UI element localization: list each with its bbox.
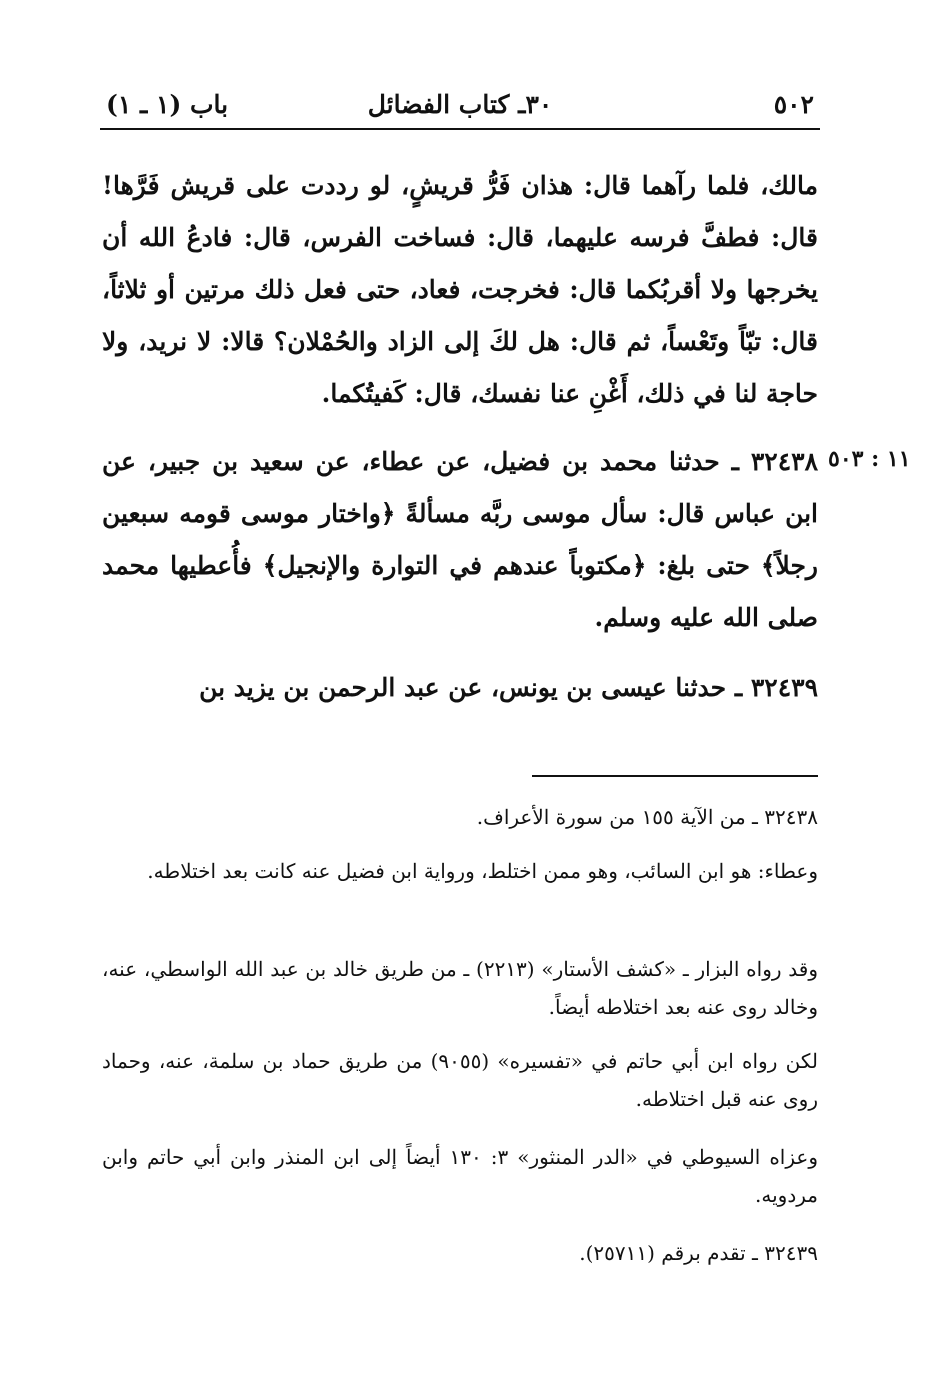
book-title: ٣٠ـ كتاب الفضائل (367, 90, 553, 119)
paragraph-continuation: مالك، فلما رآهما قال: هذان فَرُّ قريشٍ، لو رددت على قريش فَرَّها! قال: فطفَّ فرسه عليهما، قال: فساخت الفرس، قال: فادعُ الله أن يخرجها ولا أقربُكما قال: فخرجت، فعاد، حتى فعل ذلك مرتين أو ثلاثاً، قال: تبّاً وتَعْساً، ثم قال: هل لكَ إلى الزاد والحُمْلان؟ قالا: لا نريد، ولا حاجة لنا في ذلك، أَغْنِ عنا نفسك، قال: كَفيتُكما. (102, 171, 818, 408)
hadith-32439: ٣٢٤٣٩ ـ حدثنا عيسى بن يونس، عن عبد الرحمن بن يزيد بن (199, 673, 818, 702)
footnote: ٣٢٤٣٩ ـ تقدم برقم (٢٥٧١١). (579, 1241, 818, 1265)
chapter-label: باب (١ ـ ١) (106, 90, 229, 119)
footnote: وعزاه السيوطي في «الدر المنثور» ٣: ١٣٠ أيضاً إلى ابن المنذر وابن أبي حاتم وابن مردويه. (102, 1145, 818, 1207)
footnote-divider (532, 775, 818, 777)
page-header (100, 84, 820, 130)
footnote: ٣٢٤٣٨ ـ من الآية ١٥٥ من سورة الأعراف. (476, 805, 818, 829)
footnote: وقد رواه البزار ـ «كشف الأستار» (٢٢١٣) ـ من طريق خالد بن عبد الله الواسطي، عنه، وخالد روى عنه بعد اختلاطه أيضاً. (102, 957, 819, 1019)
hadith-32438: ٣٢٤٣٨ ـ حدثنا محمد بن فضيل، عن عطاء، عن سعيد بن جبير، عن ابن عباس قال: سأل موسى ربَّه مسألةً ﴿واختار موسى قومه سبعين رجلاً﴾ حتى بلغ: ﴿مكتوباً عندهم في التوارة والإنجيل﴾ فأُعطيها محمد صلى الله عليه وسلم. (102, 447, 818, 632)
page-number: ٥٠٢ (773, 90, 814, 119)
footnote: وعطاء: هو ابن السائب، وهو ممن اختلط، ورواية ابن فضيل عنه كانت بعد اختلاطه. (147, 859, 818, 883)
margin-reference: ١١ : ٥٠٣ (828, 446, 911, 472)
footnote: لكن رواه ابن أبي حاتم في «تفسيره» (٩٠٥٥) من طريق حماد بن سلمة، عنه، وحماد روى عنه قبل اختلاطه. (102, 1049, 818, 1111)
